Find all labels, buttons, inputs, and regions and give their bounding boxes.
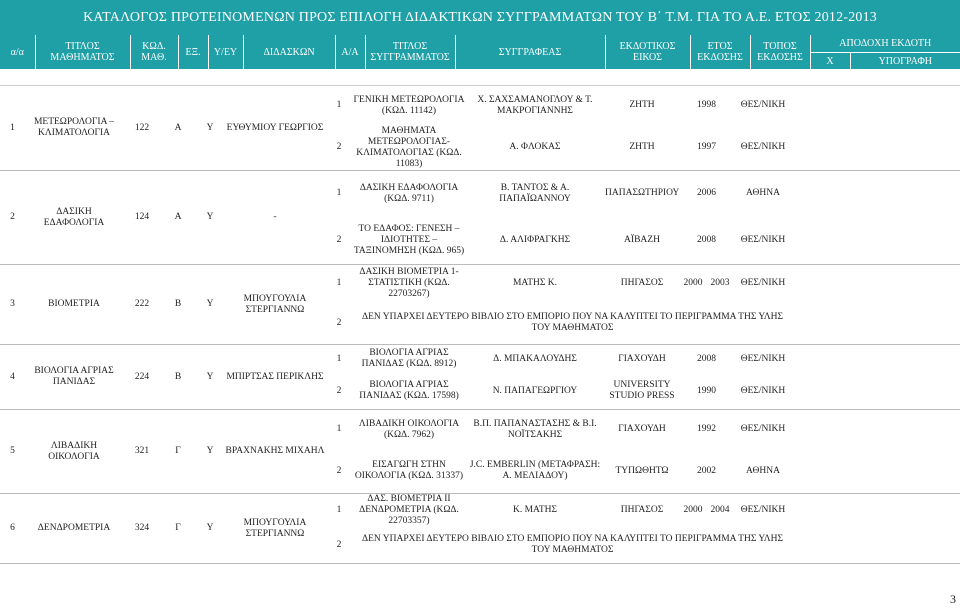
book-author: Β.Π. ΠΑΠΑΝΑΣΤΑΣΗΣ & Β.Ι. ΝΟΪΤΣΑΚΗΣ xyxy=(473,418,597,440)
course-teacher: ΒΡΑΧΝΑΚΗΣ ΜΙΧΑΗΛ xyxy=(225,446,325,456)
signature-cell xyxy=(832,265,960,303)
signature-cell xyxy=(832,410,960,450)
book-number: 1 xyxy=(336,188,342,199)
signature-cell xyxy=(832,171,960,217)
book-number: 2 xyxy=(336,465,342,476)
book-place: ΑΘΗΝΑ xyxy=(746,465,780,476)
book-place: ΘΕΣ/ΝΙΚΗ xyxy=(740,505,786,516)
course-number: 1 xyxy=(10,122,15,133)
col-header-aa: α/α xyxy=(0,35,35,69)
course-code: 222 xyxy=(134,299,150,309)
signature-cell xyxy=(832,303,960,345)
book-title: ΜΑΘΗΜΑΤΑ ΜΕΤΕΩΡΟΛΟΓΙΑΣ-ΚΛΙΜΑΤΟΛΟΓΙΑΣ (ΚΩΔ. 11083) xyxy=(356,125,462,169)
signature-cell xyxy=(832,374,960,410)
book-number: 2 xyxy=(336,142,342,153)
book-author: Δ. ΑΛΙΦΡΑΓΚΗΣ xyxy=(499,234,571,245)
course-title: ΛΙΒΑΔΙΚΗ ΟΙΚΟΛΟΓΙΑ xyxy=(48,440,100,462)
course-number: 5 xyxy=(10,446,15,456)
book-year: 2006 xyxy=(697,188,716,199)
col-header-publisher: ΕΚΔΟΤΙΚΟΣ ΕΙΚΟΣ xyxy=(605,35,690,69)
course-teacher: ΜΠΟΥΓΟΥΛΙΑ ΣΤΕΡΓΙΑΝΝΩ xyxy=(243,293,307,315)
course-type: Υ xyxy=(206,122,214,133)
page-number: 3 xyxy=(950,592,956,606)
acceptance-x-cell xyxy=(792,126,832,171)
signature-cell xyxy=(832,528,960,564)
table-row xyxy=(0,171,960,217)
signature-cell xyxy=(832,345,960,374)
book-title: ΕΙΣΑΓΩΓΗ ΣΤΗΝ ΟΙΚΟΛΟΓΙΑ (ΚΩΔ. 31337) xyxy=(354,460,464,482)
book-author: ΜΑΤΗΣ Κ. xyxy=(512,278,558,289)
book-title: ΛΙΒΑΔΙΚΗ ΟΙΚΟΛΟΓΙΑ (ΚΩΔ. 7962) xyxy=(358,418,460,440)
book-publisher: ΑΪΒΑΖΗ xyxy=(624,234,660,245)
acceptance-x-cell xyxy=(792,86,832,126)
col-header-type: Υ/ΕΥ xyxy=(208,35,243,69)
col-header-course-title: ΤΙΤΛΟΣ ΜΑΘΗΜΑΤΟΣ xyxy=(35,35,130,69)
book-year-first: 2000 xyxy=(683,505,703,516)
book-place: ΘΕΣ/ΝΙΚΗ xyxy=(740,424,786,435)
signature-cell xyxy=(832,217,960,265)
book-year: 2008 xyxy=(697,353,716,364)
book-publisher: ΖΗΤΗ xyxy=(629,142,655,153)
book-number: 1 xyxy=(336,100,342,111)
book-author: Β. ΤΑΝΤΟΣ & Α. ΠΑΠΑΪΩΑΝΝΟΥ xyxy=(499,182,571,204)
book-years xyxy=(679,265,734,303)
book-place: ΘΕΣ/ΝΙΚΗ xyxy=(740,142,786,153)
book-year-first: 2000 xyxy=(683,278,703,289)
acceptance-x-cell xyxy=(792,171,832,217)
acceptance-x-cell xyxy=(792,265,832,303)
course-semester: Β xyxy=(174,299,182,309)
course-code: 124 xyxy=(134,212,150,222)
col-header-course-code: ΚΩΔ. ΜΑΘ. xyxy=(130,35,178,69)
course-type: Υ xyxy=(206,523,214,533)
col-header-x: Χ xyxy=(810,53,850,70)
course-semester: Α xyxy=(174,212,182,222)
course-teacher: ΜΠΟΥΓΟΥΛΙΑ ΣΤΕΡΓΙΑΝΝΩ xyxy=(243,517,307,539)
book-place: ΘΕΣ/ΝΙΚΗ xyxy=(740,100,786,111)
no-second-book-note: ΔΕΝ ΥΠΑΡΧΕΙ ΔΕΥΤΕΡΟ ΒΙΒΛΙΟ ΣΤΟ ΕΜΠΟΡΙΟ ΠΟΥ ΝΑ ΚΑΛΥΠΤΕΙ ΤΟ ΠΕΡΙΓΡΑΜΜΑ ΤΗΣ ΥΛΗΣ ΤΟΥ ΜΑΘΗΜΑΤΟΣ xyxy=(362,312,783,334)
course-title: ΒΙΟΜΕΤΡΙΑ xyxy=(48,299,100,309)
book-place: ΘΕΣ/ΝΙΚΗ xyxy=(740,234,786,245)
course-title: ΔΕΝΔΡΟΜΕΤΡΙΑ xyxy=(37,523,111,533)
book-publisher: ΓΙΑΧΟΥΔΗ xyxy=(618,424,666,435)
acceptance-x-cell xyxy=(792,494,832,528)
col-header-teacher: ΔΙΔΑΣΚΩΝ xyxy=(243,35,335,69)
col-header-semester: ΕΞ. xyxy=(178,35,208,69)
book-author: Χ. ΣΑΧΣΑΜΑΝΟΓΛΟΥ & Τ. ΜΑΚΡΟΓΙΑΝΝΗΣ xyxy=(477,94,593,116)
course-title: ΔΑΣΙΚΗ ΕΔΑΦΟΛΟΓΙΑ xyxy=(43,206,105,228)
course-teacher: ΜΠΙΡΤΣΑΣ ΠΕΡΙΚΛΗΣ xyxy=(226,371,324,382)
course-type: Υ xyxy=(206,446,214,456)
col-header-author: ΣΥΓΓΡΑΦΕΑΣ xyxy=(455,35,605,69)
book-publisher: ΖΗΤΗ xyxy=(629,100,655,111)
acceptance-x-cell xyxy=(792,374,832,410)
acceptance-x-cell xyxy=(792,217,832,265)
book-author: Α. ΦΛΟΚΑΣ xyxy=(509,142,561,153)
book-number: 1 xyxy=(336,278,342,289)
table-row xyxy=(0,265,960,303)
course-title: ΜΕΤΕΩΡΟΛΟΓΙΑ – ΚΛΙΜΑΤΟΛΟΓΙΑ xyxy=(33,117,115,138)
signature-cell xyxy=(832,126,960,171)
table-row xyxy=(0,86,960,126)
catalog-sheet xyxy=(0,0,960,69)
book-place: ΘΕΣ/ΝΙΚΗ xyxy=(740,385,786,396)
courses-table xyxy=(0,85,960,564)
book-title: ΒΙΟΛΟΓΙΑ ΑΓΡΙΑΣ ΠΑΝΙΔΑΣ (ΚΩΔ. 17598) xyxy=(359,380,459,402)
book-year: 1998 xyxy=(697,100,716,111)
book-publisher: ΤΥΠΩΘΗΤΩ xyxy=(615,465,669,476)
course-number: 6 xyxy=(10,523,15,533)
course-semester: Γ xyxy=(175,446,181,456)
col-header-signature: ΥΠΟΓΡΑΦΗ xyxy=(850,53,960,70)
book-number: 2 xyxy=(336,385,342,396)
course-code: 324 xyxy=(134,523,150,533)
col-header-book-no: Α/Α xyxy=(335,35,365,69)
book-author: Κ. ΜΑΤΗΣ xyxy=(512,505,558,516)
course-code: 122 xyxy=(134,122,150,133)
col-header-year: ΕΤΟΣ ΕΚΔΟΣΗΣ xyxy=(690,35,750,69)
signature-cell xyxy=(832,450,960,494)
book-publisher: ΓΙΑΧΟΥΔΗ xyxy=(618,353,666,364)
book-place: ΘΕΣ/ΝΙΚΗ xyxy=(740,278,786,289)
book-title: ΔΑΣ. ΒΙΟΜΕΤΡΙΑ ΙΙ ΔΕΝΔΡΟΜΕΤΡΙΑ (ΚΩΔ. 22703357) xyxy=(359,494,459,527)
acceptance-x-cell xyxy=(792,410,832,450)
book-year: 2008 xyxy=(697,234,716,245)
book-author: J.C. EMBERLIN (ΜΕΤΑΦΡΑΣΗ: Α. ΜΕΛΙΑΔΟΥ) xyxy=(469,460,601,482)
table-row xyxy=(0,345,960,374)
book-publisher: ΠΑΠΑΣΩΤΗΡΙΟΥ xyxy=(605,188,679,199)
col-header-acceptance: ΑΠΟΔΟΧΗ ΕΚΔΟΤΗ xyxy=(810,35,960,53)
signature-cell xyxy=(832,494,960,528)
table-row xyxy=(0,410,960,450)
book-year: 1997 xyxy=(697,142,716,153)
course-number: 3 xyxy=(10,299,15,309)
acceptance-x-cell xyxy=(792,528,832,564)
no-second-book-note: ΔΕΝ ΥΠΑΡΧΕΙ ΔΕΥΤΕΡΟ ΒΙΒΛΙΟ ΣΤΟ ΕΜΠΟΡΙΟ ΠΟΥ ΝΑ ΚΑΛΥΠΤΕΙ ΤΟ ΠΕΡΙΓΡΑΜΜΑ ΤΗΣ ΥΛΗΣ ΤΟΥ ΜΑΘΗΜΑΤΟΣ xyxy=(362,534,783,556)
course-teacher: - xyxy=(273,212,277,222)
acceptance-x-cell xyxy=(792,345,832,374)
course-type: Υ xyxy=(206,299,214,309)
signature-cell xyxy=(832,86,960,126)
course-semester: Α xyxy=(174,122,182,133)
course-teacher: ΕΥΘΥΜΙΟΥ ΓΕΩΡΓΙΟΣ xyxy=(226,122,324,133)
course-type: Υ xyxy=(206,371,214,382)
book-number: 1 xyxy=(336,505,342,516)
book-publisher: ΠΗΓΑΣΟΣ xyxy=(620,278,664,289)
book-title: ΒΙΟΛΟΓΙΑ ΑΓΡΙΑΣ ΠΑΝΙΔΑΣ (ΚΩΔ. 8912) xyxy=(361,348,457,370)
book-number: 1 xyxy=(336,353,342,364)
col-header-book-title: ΤΙΤΛΟΣ ΣΥΓΓΡΑΜΜΑΤΟΣ xyxy=(365,35,455,69)
col-header-place: ΤΟΠΟΣ ΕΚΔΟΣΗΣ xyxy=(750,35,810,69)
book-place: ΘΕΣ/ΝΙΚΗ xyxy=(740,353,786,364)
course-code: 321 xyxy=(134,446,150,456)
book-title: ΔΑΣΙΚΗ ΕΔΑΦΟΛΟΓΙΑ (ΚΩΔ. 9711) xyxy=(359,182,459,204)
book-title: ΓΕΝΙΚΗ ΜΕΤΕΩΡΟΛΟΓΙΑ (ΚΩΔ. 11142) xyxy=(353,94,465,116)
book-year: 1990 xyxy=(697,385,716,396)
course-type: Υ xyxy=(206,212,214,222)
table-row xyxy=(0,494,960,528)
book-year: 1992 xyxy=(697,424,716,435)
book-year-second: 2004 xyxy=(710,505,730,516)
course-number: 2 xyxy=(10,212,15,222)
course-title: ΒΙΟΛΟΓΙΑ ΑΓΡΙΑΣ ΠΑΝΙΔΑΣ xyxy=(34,366,114,387)
course-number: 4 xyxy=(10,371,15,382)
book-number: 2 xyxy=(336,317,342,328)
book-year-second: 2003 xyxy=(710,278,730,289)
course-semester: Γ xyxy=(175,523,181,533)
book-publisher: UNIVERSITY STUDIO PRESS xyxy=(609,380,675,402)
book-place: ΑΘΗΝΑ xyxy=(746,188,780,199)
book-number: 2 xyxy=(336,234,342,245)
book-years xyxy=(679,494,734,528)
book-title: ΤΟ ΕΔΑΦΟΣ: ΓΕΝΕΣΗ – ΙΔΙΟΤΗΤΕΣ – ΤΑΞΙΝΟΜΗΣΗ (ΚΩΔ. 965) xyxy=(353,223,465,256)
book-author: Ν. ΠΑΠΑΓΕΩΡΓΙΟΥ xyxy=(492,385,578,396)
book-publisher: ΠΗΓΑΣΟΣ xyxy=(620,505,664,516)
book-year: 2002 xyxy=(697,465,716,476)
course-code: 224 xyxy=(134,371,150,382)
book-author: Δ. ΜΠΑΚΑΛΟΥΔΗΣ xyxy=(493,353,577,364)
book-number: 2 xyxy=(336,539,342,550)
page-title: ΚΑΤΑΛΟΓΟΣ ΠΡΟΤΕΙΝΟΜΕΝΩΝ ΠΡΟΣ ΕΠΙΛΟΓΗ ΔΙΔΑΚΤΙΚΩΝ ΣΥΓΓΡΑΜΜΑΤΩΝ ΤΟΥ Β΄ Τ.Μ. ΓΙΑ ΤΟ Α.Ε. ΕΤΟΣ 2012-2013 xyxy=(0,0,960,35)
header-table xyxy=(0,0,960,69)
book-number: 1 xyxy=(336,424,342,435)
course-semester: Β xyxy=(174,371,182,382)
book-title: ΔΑΣΙΚΗ ΒΙΟΜΕΤΡΙΑ 1-ΣΤΑΤΙΣΤΙΚΗ (ΚΩΔ. 22703267) xyxy=(359,267,459,300)
acceptance-x-cell xyxy=(792,450,832,494)
acceptance-x-cell xyxy=(792,303,832,345)
